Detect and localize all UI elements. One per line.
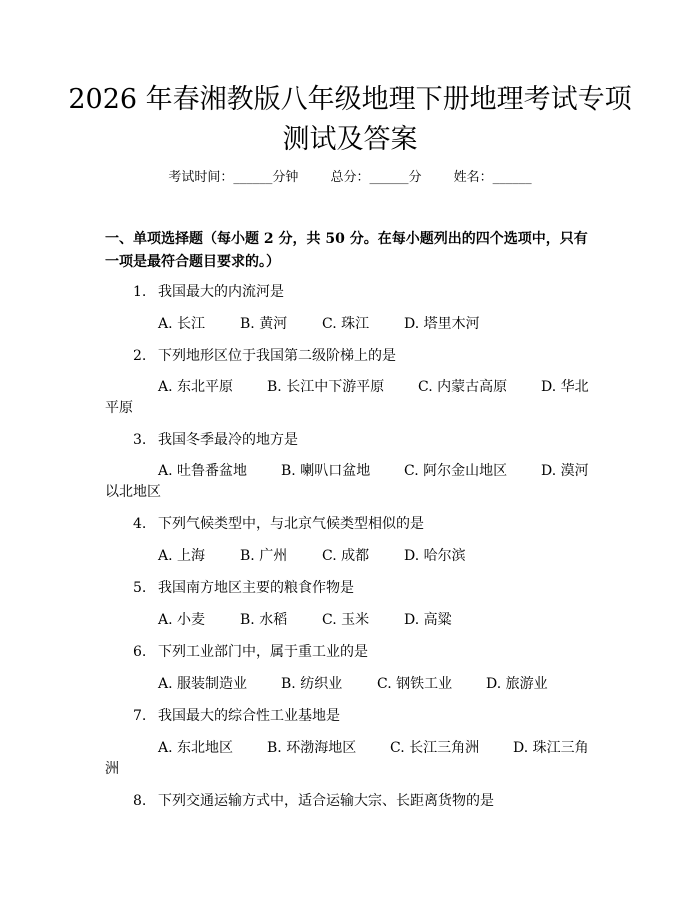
question-3 — [133, 430, 298, 450]
option-wrap: 平原 — [105, 400, 133, 416]
option-b: B. 纺织业 — [281, 676, 343, 692]
question-2 — [133, 346, 396, 366]
option-b: B. 长江中下游平原 — [267, 379, 385, 395]
page-title: 2026 年春湘教版八年级地理下册地理考试专项测试及答案 — [68, 84, 632, 155]
option-a: A. 上海 — [158, 548, 206, 564]
option-a: A. 长江 — [158, 316, 206, 332]
option-d: D. 哈尔滨 — [404, 548, 466, 564]
option-a: A. 东北地区 — [158, 740, 234, 756]
question-number: 1. — [133, 284, 147, 300]
option-wrap: 以北地区 — [105, 484, 161, 500]
question-text: 我国最大的综合性工业基地是 — [158, 708, 340, 724]
option-d: D. 旅游业 — [486, 676, 548, 692]
exam-time: 考试时间：______分钟 — [168, 170, 299, 185]
option-c: C. 阿尔金山地区 — [404, 463, 508, 479]
exam-name: 姓名：______ — [453, 170, 532, 185]
option-a: A. 东北平原 — [158, 379, 234, 395]
option-c: C. 成都 — [322, 548, 370, 564]
option-b: B. 黄河 — [240, 316, 288, 332]
option-d: D. 华北 — [541, 379, 589, 395]
option-a: A. 服装制造业 — [158, 676, 248, 692]
question-number: 8. — [133, 793, 147, 809]
question-1 — [133, 282, 284, 302]
question-8 — [133, 791, 494, 811]
option-a: A. 吐鲁番盆地 — [158, 463, 248, 479]
question-number: 3. — [133, 432, 147, 448]
question-text: 下列气候类型中，与北京气候类型相似的是 — [158, 516, 424, 532]
option-c: C. 内蒙古高原 — [418, 379, 508, 395]
question-number: 7. — [133, 708, 147, 724]
question-text: 我国最大的内流河是 — [158, 284, 284, 300]
question-4 — [133, 514, 424, 534]
section-heading: 一、单项选择题（每小题 2 分，共 50 分。在每小题列出的四个选项中，只有一项是最符合题目要求的。） — [105, 231, 588, 270]
question-7 — [133, 706, 340, 726]
question-6 — [133, 642, 368, 662]
option-b: B. 环渤海地区 — [267, 740, 357, 756]
question-number: 5. — [133, 580, 147, 596]
option-b: B. 喇叭口盆地 — [281, 463, 371, 479]
question-number: 2. — [133, 348, 147, 364]
question-text: 下列工业部门中，属于重工业的是 — [158, 644, 368, 660]
option-d: D. 漠河 — [541, 463, 589, 479]
option-c: C. 玉米 — [322, 612, 370, 628]
question-text: 下列交通运输方式中，适合运输大宗、长距离货物的是 — [158, 793, 494, 809]
option-d: D. 高粱 — [404, 612, 452, 628]
option-d: D. 珠江三角 — [513, 740, 589, 756]
option-c: C. 长江三角洲 — [390, 740, 480, 756]
question-5 — [133, 578, 354, 598]
question-text: 我国南方地区主要的粮食作物是 — [158, 580, 354, 596]
option-c: C. 钢铁工业 — [377, 676, 453, 692]
option-c: C. 珠江 — [322, 316, 370, 332]
option-b: B. 水稻 — [240, 612, 288, 628]
question-text: 下列地形区位于我国第二级阶梯上的是 — [158, 348, 396, 364]
option-b: B. 广州 — [240, 548, 288, 564]
option-a: A. 小麦 — [158, 612, 206, 628]
exam-score: 总分：______分 — [330, 170, 422, 185]
option-d: D. 塔里木河 — [404, 316, 480, 332]
question-text: 我国冬季最冷的地方是 — [158, 432, 298, 448]
question-number: 4. — [133, 516, 147, 532]
option-wrap: 洲 — [105, 761, 119, 777]
exam-meta — [0, 168, 700, 188]
question-number: 6. — [133, 644, 147, 660]
